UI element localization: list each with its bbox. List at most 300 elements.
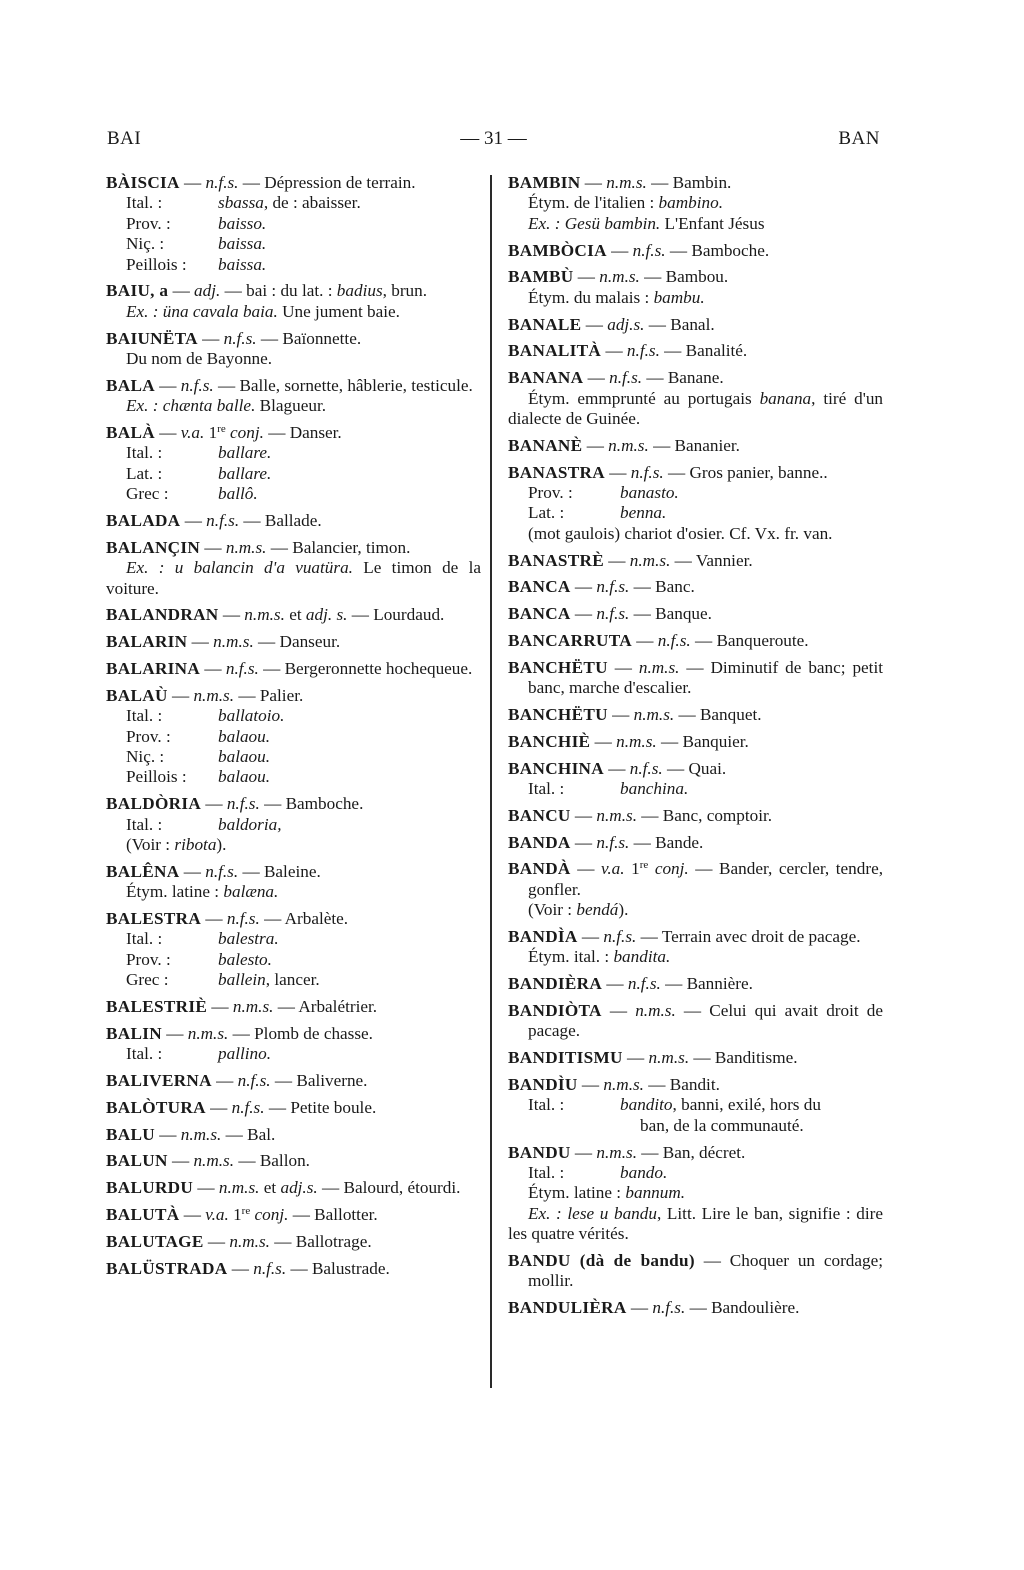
entry-definition-line: BANCHIÈ — n.m.s. — Banquier.: [508, 731, 749, 751]
headword: BALÊNA: [106, 861, 180, 881]
dictionary-entry: [508, 241, 883, 261]
etymology-value: [218, 255, 481, 275]
definition: Bander, cercler, tendre, gonfler.: [528, 859, 884, 899]
etymology-word: balaou.: [218, 767, 271, 787]
dictionary-entry: [106, 329, 481, 370]
grammatical-category: n.f.s.: [657, 631, 691, 651]
definition: Quai.: [688, 758, 727, 778]
grammatical-category: n.f.s.: [180, 375, 214, 395]
entry-definition-line: BANCU — n.m.s. — Banc, comptoir.: [508, 805, 773, 825]
definition: Balancier, timon.: [292, 537, 411, 557]
grammatical-category: n.f.s.: [226, 794, 260, 814]
page-number: — 31 —: [460, 128, 527, 149]
example-text: Gesü bambin.: [564, 213, 661, 233]
etymology-row: [106, 214, 481, 234]
entry-definition-line: BALA — n.f.s. — Balle, sornette, hâblerie, testicule.: [106, 375, 473, 395]
grammatical-category: n.f.s.: [231, 1097, 265, 1117]
grammatical-category: n.f.s.: [206, 511, 240, 531]
dictionary-entry: [508, 1075, 883, 1136]
grammatical-category: n.f.s.: [652, 1298, 686, 1318]
entry-definition-line: BANDA — n.f.s. — Bande.: [508, 832, 704, 852]
etymology-value: [218, 767, 481, 787]
etymology-value: [218, 706, 481, 726]
headword: BANALITÀ: [508, 341, 602, 361]
definition-italic: badius: [336, 281, 383, 301]
conjugation-number: 1: [631, 859, 640, 879]
headword: BALESTRIÈ: [106, 997, 208, 1017]
definition: Bananier.: [674, 435, 740, 455]
etymology-language: Niç. :: [126, 747, 165, 767]
grammatical-category: n.f.s.: [226, 909, 260, 929]
example-text: üna cavala baia.: [162, 301, 278, 321]
connector-text: et: [259, 1178, 281, 1198]
etymology-row: [106, 443, 481, 463]
headword: BANASTRA: [508, 462, 605, 482]
etymology-word: pallino.: [218, 1044, 271, 1064]
definition: Banquier.: [682, 731, 749, 751]
definition: Banalité.: [685, 341, 748, 361]
etymology-row: [106, 747, 481, 767]
entry-definition-line: BANDU — n.m.s. — Ban, décret.: [508, 1142, 746, 1162]
usage-example: [106, 558, 481, 599]
etymology-language: Ital. :: [126, 443, 163, 463]
definition: Arbalétrier.: [298, 997, 378, 1017]
dictionary-entry: [106, 632, 481, 652]
entry-definition-line: BALADA — n.f.s. — Ballade.: [106, 511, 322, 531]
definition: Bergeronnette hochequeue.: [284, 659, 473, 679]
dictionary-entry: [508, 806, 883, 826]
headword: BALADA: [106, 511, 181, 531]
grammatical-category: n.m.s.: [229, 1231, 270, 1251]
definition: Ballotrage.: [295, 1231, 372, 1251]
headword: BANDIÒTA: [508, 1001, 602, 1021]
headword: BALURDU: [106, 1178, 194, 1198]
etymology-language: Prov. :: [126, 213, 171, 233]
etymology-value: [218, 727, 481, 747]
grammatical-category: n.f.s.: [626, 341, 660, 361]
see-prefix: (Voir :: [528, 900, 577, 920]
entry-definition-line: BANDÌU — n.m.s. — Bandit.: [508, 1075, 720, 1095]
usage-example: [106, 396, 481, 416]
definition: Baïonnette.: [282, 328, 362, 348]
dictionary-entry: [508, 173, 883, 234]
etymology-value: [218, 234, 481, 254]
conjugation-ordinal: re: [241, 1205, 251, 1218]
see-also: [106, 835, 481, 855]
definition: Bannière.: [686, 974, 753, 994]
grammatical-category: n.m.s.: [187, 1023, 229, 1043]
etymology-row: [106, 255, 481, 275]
headword: BALÒTURA: [106, 1097, 206, 1117]
etymology-word: baissa.: [218, 254, 267, 274]
headword: BALESTRA: [106, 909, 202, 929]
etymology-value: [218, 484, 481, 504]
entry-definition-line: BANALITÀ — n.f.s. — Banalité.: [508, 341, 748, 361]
see-also: [508, 900, 883, 920]
dictionary-entry: [106, 1232, 481, 1252]
definition: Dépression de terrain.: [264, 173, 416, 192]
grammatical-category: n.f.s.: [223, 328, 257, 348]
dictionary-entry: [508, 551, 883, 571]
dictionary-entry: [508, 1048, 883, 1068]
dictionary-entry: [508, 436, 883, 456]
etymology-language: Peillois :: [126, 254, 187, 274]
headword: BALUTAGE: [106, 1231, 204, 1251]
dictionary-entry: [508, 315, 883, 335]
see-prefix: (Voir :: [126, 835, 175, 855]
entry-definition-line: BAIU, a — adj. — bai : du lat. : badius, brun.: [106, 281, 428, 301]
etymology-value: [218, 464, 481, 484]
dictionary-entry: [508, 577, 883, 597]
entry-definition-line: BANANÈ — n.m.s. — Bananier.: [508, 435, 740, 455]
headword: BANDU: [508, 1142, 571, 1162]
example-prefix: Ex. :: [528, 213, 565, 233]
entry-definition-line: BANDITISMU — n.m.s. — Banditisme.: [508, 1048, 798, 1068]
headword: BALANDRAN: [106, 605, 219, 625]
etymology-prefix: Étym. de l'italien :: [528, 193, 659, 213]
dictionary-entry: [106, 1024, 481, 1065]
grammatical-category: n.m.s.: [633, 705, 675, 725]
grammatical-category: n.f.s.: [205, 861, 239, 881]
etymology-gloss: , de : abaisser.: [263, 193, 361, 213]
grammatical-category-2: adj.s.: [280, 1178, 318, 1198]
etymology-word: balaou.: [218, 726, 271, 746]
etymology-value: [620, 483, 883, 503]
definition: Banane.: [667, 368, 724, 388]
entry-definition-line: BÀISCIA — n.f.s. — Dépression de terrain.: [106, 173, 416, 192]
headword: BANALE: [508, 314, 582, 334]
grammatical-category: v.a.: [205, 1205, 229, 1225]
etymology-word: bando.: [620, 1163, 668, 1183]
entry-definition-line: BANASTRA — n.f.s. — Gros panier, banne..: [508, 462, 828, 482]
headword: BALIVERNA: [106, 1071, 212, 1091]
example-translation: L'Enfant Jésus: [660, 213, 765, 233]
grammatical-category: n.m.s.: [629, 550, 671, 570]
etymology-word: sbassa: [218, 193, 264, 213]
etymology-word: bandita.: [613, 947, 671, 967]
etymology-row: [106, 484, 481, 504]
dictionary-entry: [508, 1001, 883, 1042]
example-prefix: Ex. :: [126, 396, 163, 416]
etymology-line: [508, 947, 883, 967]
definition: Bande.: [655, 832, 704, 852]
entry-definition-line: BANDIÒTA — n.m.s. — Celui qui avait droit de pacage.: [508, 1001, 884, 1041]
etymology-language: Lat. :: [528, 503, 565, 523]
etymology-value: [620, 1163, 883, 1183]
etymology-paragraph: (mot gaulois) chariot d'osier. Cf. Vx. fr. van.: [528, 523, 833, 543]
definition: Ballade.: [264, 511, 322, 531]
definition: Banc, comptoir.: [662, 805, 773, 825]
grammatical-category: n.m.s.: [606, 173, 647, 192]
grammatical-category: n.m.s.: [599, 267, 640, 287]
example-translation: Le timon de la voiture.: [106, 558, 481, 598]
entry-definition-line: BALUN — n.m.s. — Ballon.: [106, 1151, 310, 1171]
entry-definition-line: BALÒTURA — n.f.s. — Petite boule.: [106, 1097, 377, 1117]
dictionary-entry: [508, 267, 883, 308]
grammatical-category: n.m.s.: [193, 685, 235, 705]
etymology-language: Ital. :: [126, 814, 163, 834]
conjugation-label: conj.: [230, 423, 264, 443]
etymology-word: bambino.: [658, 193, 723, 213]
grammatical-category: n.m.s.: [218, 1178, 260, 1198]
definition: Bal.: [247, 1124, 276, 1144]
etymology-word: banchina.: [620, 779, 689, 799]
headword: BALU: [106, 1124, 155, 1144]
definition: Palier.: [259, 685, 304, 705]
etymology-language: Ital. :: [126, 929, 163, 949]
definition: Banque.: [655, 604, 712, 624]
grammatical-category: n.m.s.: [638, 657, 680, 677]
grammatical-category: n.m.s.: [232, 997, 274, 1017]
dictionary-entry: [508, 1251, 883, 1292]
conjugation-label: conj.: [654, 859, 689, 879]
headword: BANDIÈRA: [508, 974, 603, 994]
definition: Danser.: [289, 423, 342, 443]
headword: BANCU: [508, 805, 571, 825]
headword: BANDÌU: [508, 1075, 578, 1095]
dictionary-entry: [106, 281, 481, 322]
etymology-value: [218, 214, 481, 234]
example-text: Ex. : lese u bandu: [528, 1203, 657, 1223]
entry-definition-line: BALANDRAN — n.m.s. et adj. s. — Lourdaud.: [106, 605, 445, 625]
definition: Plomb de chasse.: [254, 1023, 373, 1043]
entry-definition-line: BALIN — n.m.s. — Plomb de chasse.: [106, 1023, 373, 1043]
etymology-row: [106, 234, 481, 254]
etymology-gloss: , lancer.: [265, 970, 320, 990]
entry-definition-line: BANCHËTU — n.m.s. — Diminutif de banc; petit banc, marche d'escalier.: [508, 657, 884, 698]
etymology-word: benna.: [620, 503, 667, 523]
etymology-word: balestra.: [218, 929, 279, 949]
column-divider: [490, 175, 492, 1388]
definition: Bambin.: [672, 173, 732, 192]
etymology-row: [106, 815, 481, 835]
etymology-value: [218, 443, 481, 463]
definition: Bamboche.: [285, 794, 364, 814]
dictionary-entry: [508, 604, 883, 624]
usage-example: [508, 214, 883, 234]
grammatical-category: n.f.s.: [596, 604, 630, 624]
etymology-language: Ital. :: [126, 193, 163, 213]
headword: BALÜSTRADA: [106, 1258, 228, 1278]
dictionary-entry: [106, 1125, 481, 1145]
headword: BALDÒRIA: [106, 794, 202, 814]
definition: Ballon.: [259, 1151, 310, 1171]
entry-definition-line: BANDU (dà de bandu) — Choquer un cordage; mollir.: [508, 1251, 884, 1291]
etymology-row: [106, 950, 481, 970]
definition: Terrain avec droit de pacage.: [661, 927, 861, 947]
grammatical-category: n.f.s.: [629, 758, 663, 778]
definition: Choquer un cordage; mollir.: [528, 1251, 884, 1291]
etymology-language: Grec :: [126, 484, 169, 504]
entry-definition-line: BALÀ — v.a. 1re conj. — Danser.: [106, 423, 342, 443]
entry-definition-line: BALUTAGE — n.m.s. — Ballotrage.: [106, 1231, 372, 1251]
entry-definition-line: BALÜSTRADA — n.f.s. — Balustrade.: [106, 1258, 390, 1278]
etymology-word: balesto.: [218, 949, 272, 969]
headword: BAIUNËTA: [106, 328, 198, 348]
definition: Danseur.: [279, 632, 341, 652]
etymology-row: [508, 1095, 883, 1115]
conjugation-number: 1: [233, 1205, 242, 1225]
dictionary-entry: [106, 686, 481, 788]
headword: BANCHIÈ: [508, 731, 591, 751]
see-suffix: ).: [618, 900, 629, 920]
etymology-value: [620, 503, 883, 523]
definition: Banditisme.: [714, 1048, 798, 1068]
etymology-word: ballein: [218, 970, 266, 990]
entry-definition-line: BANANA — n.f.s. — Banane.: [508, 368, 724, 388]
grammatical-category: n.m.s.: [608, 435, 649, 455]
definition: Balle, sornette, hâblerie, testicule.: [239, 375, 473, 395]
grammatical-category: adj.: [194, 281, 221, 301]
entry-definition-line: BANDULIÈRA — n.f.s. — Bandoulière.: [508, 1298, 800, 1318]
definition: Petite boule.: [290, 1097, 377, 1117]
grammatical-category: n.m.s.: [596, 1142, 637, 1162]
grammatical-category: adj.s.: [607, 314, 645, 334]
headword: BANASTRÈ: [508, 550, 604, 570]
headword: BANCHINA: [508, 758, 604, 778]
headword: BALAÙ: [106, 685, 168, 705]
dictionary-entry: [106, 1178, 481, 1198]
dictionary-entry: [106, 1151, 481, 1171]
grammatical-category: n.m.s.: [648, 1048, 690, 1068]
grammatical-category: n.f.s.: [632, 240, 666, 260]
entry-definition-line: BANDÀ — v.a. 1re conj. — Bander, cercler, tendre, gonfler.: [508, 859, 884, 899]
entry-definition-line: BAMBÒCIA — n.f.s. — Bamboche.: [508, 240, 770, 260]
see-word: ribota: [174, 835, 217, 855]
headword: BALARIN: [106, 632, 188, 652]
see-suffix: ).: [216, 835, 227, 855]
etymology-row: [106, 464, 481, 484]
dictionary-entry: [508, 974, 883, 994]
dictionary-entry: [508, 859, 883, 920]
etymology-row: [106, 929, 481, 949]
etymology-language: Prov. :: [126, 949, 171, 969]
etymology-prefix: Étym. du malais :: [528, 287, 654, 307]
headword: BANDÀ: [508, 859, 571, 879]
example-translation: Une jument baie.: [277, 301, 400, 321]
etymology-word: ballare.: [218, 443, 272, 463]
grammatical-category: n.m.s.: [225, 537, 267, 557]
etymology-language: Ital. :: [528, 1095, 565, 1115]
etymology-value: [218, 950, 481, 970]
etymology-word: balaou.: [218, 747, 271, 767]
definition: Balustrade.: [311, 1258, 390, 1278]
definition: Vannier.: [695, 550, 753, 570]
etymology-word: ballare.: [218, 463, 272, 483]
usage-example: [106, 302, 481, 322]
etymology-word: ballô.: [218, 484, 258, 504]
dictionary-entry: [508, 658, 883, 699]
dictionary-entry: [106, 997, 481, 1017]
etymology-row: [508, 1163, 883, 1183]
etymology-value: [620, 1095, 883, 1115]
dictionary-entry: [106, 1205, 481, 1225]
etymology-word: bannum.: [625, 1183, 686, 1203]
etymology-row: [106, 727, 481, 747]
definition: Arbalète.: [284, 909, 349, 929]
headword: BANDULIÈRA: [508, 1298, 627, 1318]
etymology-value: [218, 747, 481, 767]
running-header: [107, 128, 880, 154]
headword: BAMBÒCIA: [508, 240, 607, 260]
grammatical-category: n.m.s.: [193, 1151, 235, 1171]
dictionary-entry: [508, 463, 883, 545]
dictionary-entry: [508, 1143, 883, 1245]
headword: BÀISCIA: [106, 173, 180, 192]
paragraph-prefix: Étym. emmprunté au portugais: [528, 388, 760, 408]
headword: BAMBÙ: [508, 267, 574, 287]
entry-definition-line: BALU — n.m.s. — Bal.: [106, 1124, 276, 1144]
header-left-guide-word: BAI: [107, 128, 142, 149]
etymology-word: bandito: [620, 1095, 673, 1115]
entry-definition-line: BAMBÙ — n.m.s. — Bambou.: [508, 267, 729, 287]
dictionary-entry: [106, 538, 481, 599]
dictionary-entry: [106, 605, 481, 625]
entry-definition-line: BANALE — adj.s. — Banal.: [508, 314, 715, 334]
etymology-row: [106, 706, 481, 726]
example-translation: Blagueur.: [255, 396, 327, 416]
dictionary-entry: [106, 909, 481, 991]
grammatical-category: n.m.s.: [213, 632, 254, 652]
conjugation-ordinal: re: [217, 423, 226, 436]
etymology-language: Peillois :: [126, 767, 187, 787]
example-text: u balancin d'a vuatüra.: [174, 558, 353, 578]
etymology-value: [218, 929, 481, 949]
etymology-word: baisso.: [218, 213, 267, 233]
headword: BALANÇIN: [106, 537, 201, 557]
entry-note: Du nom de Bayonne.: [126, 349, 273, 369]
definition: Baleine.: [263, 861, 321, 881]
etymology-value: [218, 815, 481, 835]
example-prefix: Ex. :: [126, 301, 163, 321]
etymology-paragraph: [508, 1204, 883, 1245]
etymology-language: Grec :: [126, 970, 169, 990]
dictionary-entry: [106, 423, 481, 505]
etymology-value: [218, 970, 481, 990]
dictionary-entry: [106, 659, 481, 679]
entry-definition-line: BANDIÈRA — n.f.s. — Bannière.: [508, 974, 753, 994]
grammatical-category: n.m.s.: [635, 1001, 676, 1021]
example-prefix: Ex. :: [126, 558, 175, 578]
entry-definition-line: BAIUNËTA — n.f.s. — Baïonnette.: [106, 328, 362, 348]
etymology-language: Niç. :: [126, 234, 165, 254]
etymology-prefix: Étym. latine :: [528, 1183, 626, 1203]
dictionary-entry: [106, 862, 481, 903]
headword: BANCHËTU: [508, 657, 608, 677]
etymology-language: Ital. :: [126, 1044, 163, 1064]
etymology-row: [106, 767, 481, 787]
dictionary-entry: [508, 341, 883, 361]
grammatical-category: n.f.s.: [225, 659, 259, 679]
etymology-row: [106, 970, 481, 990]
etymology-language: Prov. :: [126, 726, 171, 746]
grammatical-category: v.a.: [600, 859, 625, 879]
dictionary-entry: [106, 1071, 481, 1091]
grammatical-category: n.f.s.: [603, 927, 637, 947]
definition: Banqueroute.: [716, 631, 809, 651]
grammatical-category: n.m.s.: [244, 605, 285, 625]
grammatical-category: n.f.s.: [596, 832, 630, 852]
entry-definition-line: BALARIN — n.m.s. — Danseur.: [106, 632, 341, 652]
headword: BANDU (dà de bandu): [508, 1251, 695, 1271]
etymology-line: [508, 193, 883, 213]
definition: bai : du lat. :: [246, 281, 337, 301]
entry-definition-line: BANCA — n.f.s. — Banque.: [508, 604, 712, 624]
etymology-row: [508, 779, 883, 799]
etymology-language: Prov. :: [528, 483, 573, 503]
grammatical-category: n.f.s.: [253, 1258, 287, 1278]
headword: BANDÌA: [508, 927, 578, 947]
